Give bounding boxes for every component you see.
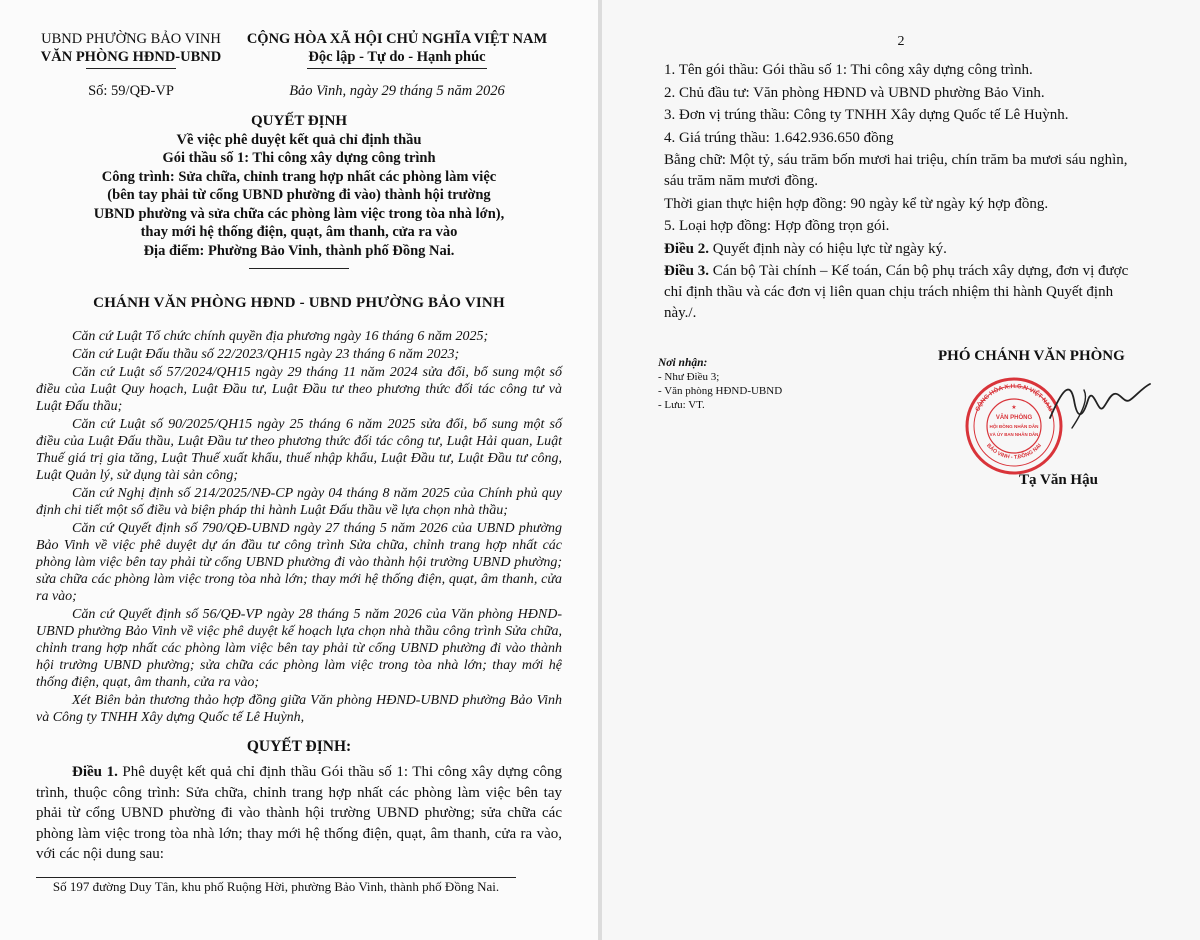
decision-heading: QUYẾT ĐỊNH: bbox=[246, 738, 352, 755]
detail-item: Bằng chữ: Một tỷ, sáu trăm bốn mươi hai triệu, chín trăm ba mươi sáu nghìn, sáu trăm năm mươi đồng. bbox=[664, 152, 1128, 189]
recipient-item: - Lưu: VT. bbox=[658, 399, 705, 411]
seal-bottom-text: BẢO VINH - T.ĐỒNG NAI bbox=[985, 442, 1043, 461]
page-1 bbox=[0, 0, 598, 940]
article-3 bbox=[664, 261, 1138, 324]
detail-item: Thời gian thực hiện hợp đồng: 90 ngày kể từ ngày ký hợp đồng. bbox=[664, 195, 1049, 212]
document-number: Số: 59/QĐ-VP bbox=[88, 83, 174, 99]
recipient-item: - Như Điều 3; bbox=[658, 371, 720, 383]
recipient-item: - Văn phòng HĐND-UBND bbox=[658, 385, 783, 397]
title-line: Công trình: Sửa chữa, chỉnh trang hợp nhất các phòng làm việc bbox=[101, 168, 497, 185]
seal-center-text: HỘI ĐỒNG NHÂN DÂN bbox=[989, 424, 1039, 429]
signature-block bbox=[658, 348, 1138, 508]
seal-star: ★ bbox=[1011, 405, 1017, 411]
seal-center-text: VĂN PHÒNG bbox=[995, 415, 1033, 421]
title-line: Địa điểm: Phường Bảo Vinh, thành phố Đồng Nai. bbox=[143, 242, 455, 259]
title-line: UBND phường và sửa chữa các phòng làm việc trong tòa nhà lớn), bbox=[93, 205, 505, 222]
authority-name: UBND PHƯỜNG BẢO VINH bbox=[41, 31, 221, 47]
document-date: Bảo Vinh, ngày 29 tháng 5 năm 2026 bbox=[289, 83, 505, 99]
basis-item: Căn cứ Luật số 90/2025/QH15 ngày 25 tháng 6 năm 2025 sửa đổi, bổ sung một số điều của Luật Đấu thầu, Luật Đầu tư theo phương thức đối tác công tư, Luật Hải quan, Luật Thuế giá trị gia tăng, Luật Thuế xuất khẩu, thuế nhập khẩu, Luật Đầu tư, Luật Đầu tư công, Luật Quản lý, sử dụng tài sản công; bbox=[36, 417, 562, 483]
country-name: CỘNG HÒA XÃ HỘI CHỦ NGHĨA VIỆT NAM bbox=[246, 31, 548, 47]
signer-title: PHÓ CHÁNH VĂN PHÒNG bbox=[938, 348, 1125, 364]
seal-ring-text: CỘNG HÒA X.H.C.N VIỆT NAM bbox=[974, 382, 1054, 413]
article-1 bbox=[36, 762, 562, 865]
page-number: 2 bbox=[897, 34, 905, 49]
article-label: Điều 3. bbox=[664, 263, 709, 279]
basis-item: Căn cứ Quyết định số 56/QĐ-VP ngày 28 tháng 5 năm 2026 của Văn phòng HĐND-UBND phường Bảo Vinh về việc phê duyệt kế hoạch lựa chọn nhà thầu công trình Sửa chữa, chỉnh trang hợp nhất các phòng làm việc bên tay phải từ cổng UBND phường đi vào thành hội trường UBND phường; sửa chữa các phòng làm việc trong tòa nhà lớn; thay mới hệ thống điện, quạt, âm thanh, cửa ra vào; bbox=[36, 607, 562, 690]
number-date-row bbox=[36, 83, 562, 100]
detail-item: 5. Loại hợp đồng: Hợp đồng trọn gói. bbox=[664, 218, 890, 234]
article-1-details bbox=[664, 60, 1138, 324]
recipients-title: Nơi nhận: bbox=[658, 357, 708, 369]
footer-address: Số 197 đường Duy Tân, khu phố Ruộng Hời, phường Bảo Vinh, thành phố Đồng Nai. bbox=[52, 878, 500, 894]
recipients bbox=[658, 356, 782, 412]
office-name: VĂN PHÒNG HĐND-UBND bbox=[40, 49, 222, 65]
document-header bbox=[36, 30, 562, 69]
legal-basis bbox=[36, 328, 562, 726]
doc-type: QUYẾT ĐỊNH bbox=[251, 113, 347, 129]
decision-title bbox=[36, 112, 562, 269]
detail-item: 2. Chủ đầu tư: Văn phòng HĐND và UBND phường Bảo Vinh. bbox=[664, 84, 1045, 101]
basis-item: Căn cứ Luật Tổ chức chính quyền địa phương ngày 16 tháng 6 năm 2025; bbox=[72, 329, 489, 344]
seal-center-text: VÀ ỦY BAN NHÂN DÂN bbox=[989, 432, 1039, 437]
signer-name: Tạ Văn Hậu bbox=[1019, 472, 1098, 488]
title-line: Gói thầu số 1: Thi công xây dựng công trình bbox=[162, 150, 436, 166]
title-line: Về việc phê duyệt kết quả chỉ định thầu bbox=[176, 131, 422, 148]
basis-item: Căn cứ Quyết định số 790/QĐ-UBND ngày 27 tháng 5 năm 2026 của UBND phường Bảo Vinh về việc phê duyệt dự án đầu tư công trình Sửa chữa, chỉnh trang hợp nhất các phòng làm việc bên tay phải từ cổng UBND phường đi vào thành hội trường UBND phường; sửa chữa các phòng làm việc trong tòa nhà lớn; thay mới hệ thống điện, quạt, âm thanh, cửa ra vào; bbox=[36, 521, 562, 604]
page-2 bbox=[602, 0, 1200, 940]
article-text: Cán bộ Tài chính – Kế toán, Cán bộ phụ trách xây dựng, đơn vị được chỉ định thầu và các đơn vị liên quan chịu trách nhiệm thi hành Quyết định này./. bbox=[664, 263, 1129, 321]
basis-item: Căn cứ Luật số 57/2024/QH15 ngày 29 tháng 11 năm 2024 sửa đổi, bổ sung một số điều của Luật Quy hoạch, Luật Đầu tư, Luật Đầu tư theo phương thức đối tác công tư và Luật Đấu thầu; bbox=[36, 365, 562, 414]
handwritten-signature-icon bbox=[1044, 370, 1154, 440]
issuer-heading: CHÁNH VĂN PHÒNG HĐND - UBND PHƯỜNG BẢO VINH bbox=[93, 295, 505, 311]
article-2 bbox=[664, 239, 1138, 260]
national-title bbox=[232, 30, 562, 69]
agency-underline bbox=[86, 68, 176, 69]
detail-item: 3. Đơn vị trúng thầu: Công ty TNHH Xây dựng Quốc tế Lê Huỳnh. bbox=[664, 107, 1069, 123]
issuing-agency bbox=[36, 30, 226, 69]
basis-item: Căn cứ Luật Đấu thầu số 22/2023/QH15 ngày 23 tháng 6 năm 2023; bbox=[72, 347, 460, 362]
article-label: Điều 1. bbox=[72, 764, 118, 780]
article-label: Điều 2. bbox=[664, 240, 709, 257]
footer-divider bbox=[36, 877, 516, 878]
motto: Độc lập - Tự do - Hạnh phúc bbox=[308, 49, 486, 65]
article-text: Phê duyệt kết quả chỉ định thầu Gói thầu số 1: Thi công xây dựng công trình, thuộc công trình: Sửa chữa, chỉnh trang hợp nhất các phòng làm việc bên tay phải từ cổng UBND phường đi vào thành hội trường UBND phường; sửa chữa các phòng làm việc trong tòa nhà lớn; thay mới hệ thống điện, quạt, âm thanh, cửa ra vào, với các nội dung sau: bbox=[36, 764, 563, 862]
detail-item: 4. Giá trúng thầu: 1.642.936.650 đồng bbox=[664, 129, 894, 146]
article-text: Quyết định này có hiệu lực từ ngày ký. bbox=[709, 240, 947, 257]
detail-item: 1. Tên gói thầu: Gói thầu số 1: Thi công xây dựng công trình. bbox=[664, 62, 1033, 78]
title-line: thay mới hệ thống điện, quạt, âm thanh, cửa ra vào bbox=[140, 224, 458, 240]
title-separator bbox=[249, 268, 349, 269]
title-line: (bên tay phải từ cổng UBND phường đi vào) thành hội trường bbox=[107, 187, 491, 203]
basis-item: Căn cứ Nghị định số 214/2025/NĐ-CP ngày 04 tháng 8 năm 2025 của Chính phủ quy định chi tiết một số điều và biện pháp thi hành Luật Đấu thầu về lựa chọn nhà thầu; bbox=[36, 486, 562, 518]
basis-item: Xét Biên bản thương thảo hợp đồng giữa Văn phòng HĐND-UBND phường Bảo Vinh và Công ty TNHH Xây dựng Quốc tế Lê Huỳnh, bbox=[36, 693, 562, 725]
motto-underline bbox=[307, 68, 487, 69]
